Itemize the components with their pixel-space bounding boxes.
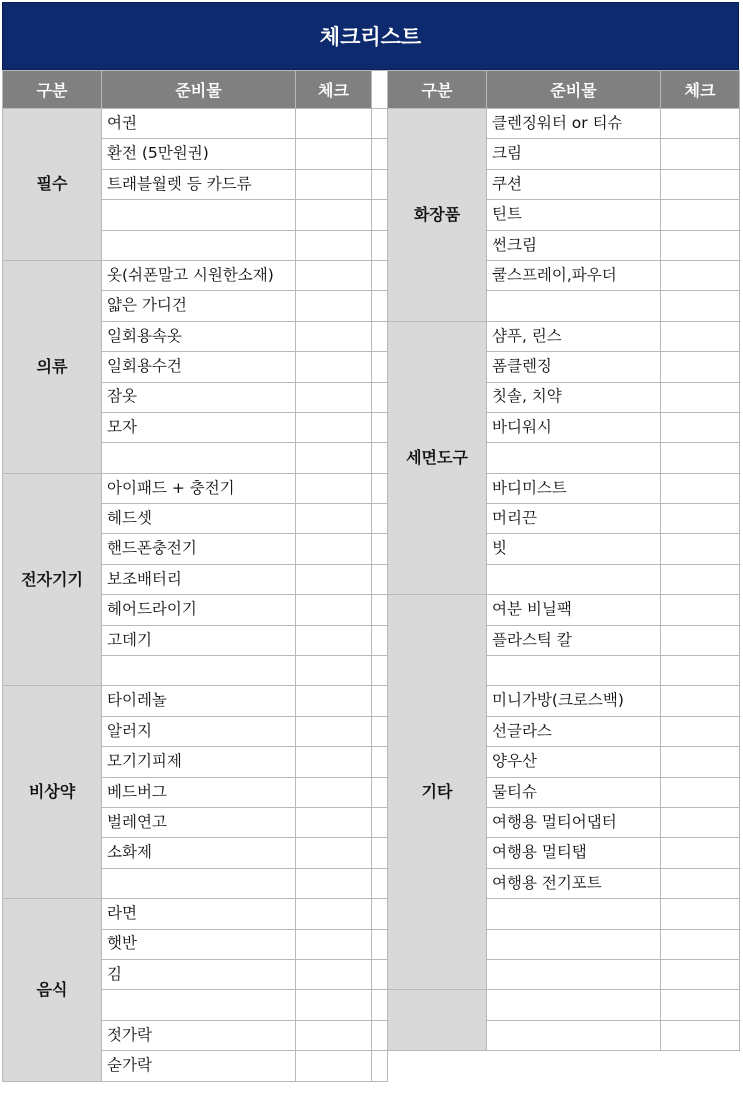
column-gap	[372, 716, 388, 746]
category-cell: 화장품	[388, 109, 487, 322]
table-row	[3, 747, 740, 777]
check-cell[interactable]	[661, 443, 740, 473]
column-gap	[372, 959, 388, 989]
item-cell: 아이패드 + 충전기	[102, 473, 296, 503]
checklist-table	[2, 70, 740, 1082]
item-cell: 양우산	[487, 747, 661, 777]
item-cell	[487, 929, 661, 959]
check-cell[interactable]	[661, 412, 740, 442]
check-cell[interactable]	[296, 504, 372, 534]
item-cell	[102, 230, 296, 260]
check-cell[interactable]	[661, 686, 740, 716]
table-row	[3, 929, 740, 959]
item-cell	[487, 291, 661, 321]
check-cell[interactable]	[296, 747, 372, 777]
column-gap	[372, 200, 388, 230]
check-cell[interactable]	[296, 838, 372, 868]
column-gap	[372, 109, 388, 139]
table-row	[3, 899, 740, 929]
check-cell[interactable]	[296, 382, 372, 412]
item-cell: 트래블월렛 등 카드류	[102, 169, 296, 199]
item-cell: 미니가방(크로스백)	[487, 686, 661, 716]
column-gap	[372, 868, 388, 898]
check-cell[interactable]	[296, 929, 372, 959]
item-cell: 썬크림	[487, 230, 661, 260]
item-cell: 베드버그	[102, 777, 296, 807]
header-check-right: 체크	[661, 71, 740, 109]
category-cell	[388, 990, 487, 1051]
item-cell: 일회용속옷	[102, 321, 296, 351]
check-cell[interactable]	[661, 1020, 740, 1050]
item-cell: 선글라스	[487, 716, 661, 746]
column-gap	[372, 747, 388, 777]
column-gap	[372, 412, 388, 442]
check-cell[interactable]	[296, 291, 372, 321]
column-gap	[372, 321, 388, 351]
check-cell[interactable]	[661, 352, 740, 382]
header-check-left: 체크	[296, 71, 372, 109]
item-cell: 여분 비닐팩	[487, 595, 661, 625]
item-cell: 잠옷	[102, 382, 296, 412]
check-cell[interactable]	[296, 260, 372, 290]
column-gap	[372, 443, 388, 473]
check-cell[interactable]	[296, 777, 372, 807]
check-cell[interactable]	[661, 504, 740, 534]
check-cell[interactable]	[661, 656, 740, 686]
table-row	[3, 473, 740, 503]
check-cell[interactable]	[661, 230, 740, 260]
column-gap	[372, 564, 388, 594]
item-cell: 물티슈	[487, 777, 661, 807]
check-cell[interactable]	[296, 868, 372, 898]
item-cell: 바디워시	[487, 412, 661, 442]
item-cell: 핸드폰충전기	[102, 534, 296, 564]
check-cell[interactable]	[661, 200, 740, 230]
column-gap	[372, 71, 388, 109]
check-cell[interactable]	[296, 109, 372, 139]
check-cell[interactable]	[661, 169, 740, 199]
item-cell	[487, 990, 661, 1020]
column-gap	[372, 230, 388, 260]
item-cell	[102, 990, 296, 1020]
table-row	[3, 959, 740, 989]
check-cell[interactable]	[296, 534, 372, 564]
column-gap	[372, 656, 388, 686]
check-cell[interactable]	[296, 686, 372, 716]
check-cell[interactable]	[661, 564, 740, 594]
item-cell: 클렌징워터 or 티슈	[487, 109, 661, 139]
check-cell[interactable]	[296, 169, 372, 199]
item-cell: 헤드셋	[102, 504, 296, 534]
item-cell: 김	[102, 959, 296, 989]
check-cell[interactable]	[296, 1051, 372, 1081]
item-cell: 햇반	[102, 929, 296, 959]
table-row	[3, 109, 740, 139]
check-cell[interactable]	[661, 747, 740, 777]
table-row	[3, 260, 740, 290]
table-row	[3, 777, 740, 807]
column-gap	[372, 169, 388, 199]
item-cell: 젓가락	[102, 1020, 296, 1050]
column-gap	[372, 777, 388, 807]
check-cell[interactable]	[296, 352, 372, 382]
check-cell[interactable]	[296, 139, 372, 169]
check-cell[interactable]	[296, 321, 372, 351]
item-cell: 칫솔, 치약	[487, 382, 661, 412]
page-title: 체크리스트	[2, 2, 739, 70]
category-cell: 전자기기	[3, 473, 102, 686]
check-cell[interactable]	[296, 807, 372, 837]
table-row	[3, 352, 740, 382]
column-gap	[372, 1051, 388, 1081]
item-cell	[487, 899, 661, 929]
category-cell: 기타	[388, 595, 487, 990]
check-cell[interactable]	[296, 473, 372, 503]
item-cell: 고데기	[102, 625, 296, 655]
check-cell[interactable]	[296, 990, 372, 1020]
column-gap	[372, 139, 388, 169]
check-cell[interactable]	[296, 230, 372, 260]
check-cell[interactable]	[296, 412, 372, 442]
item-cell: 보조배터리	[102, 564, 296, 594]
item-cell	[487, 443, 661, 473]
check-cell[interactable]	[296, 959, 372, 989]
check-cell[interactable]	[661, 959, 740, 989]
column-gap	[372, 990, 388, 1020]
check-cell[interactable]	[661, 260, 740, 290]
column-gap	[372, 382, 388, 412]
item-cell: 틴트	[487, 200, 661, 230]
table-row	[3, 1051, 740, 1081]
table-row	[3, 807, 740, 837]
table-row	[3, 412, 740, 442]
table-row	[3, 200, 740, 230]
item-cell: 바디미스트	[487, 473, 661, 503]
item-cell: 플라스틱 칼	[487, 625, 661, 655]
item-cell: 얇은 가디건	[102, 291, 296, 321]
item-cell	[102, 656, 296, 686]
check-cell[interactable]	[661, 382, 740, 412]
column-gap	[372, 807, 388, 837]
item-cell: 타이레놀	[102, 686, 296, 716]
column-gap	[372, 291, 388, 321]
check-cell[interactable]	[661, 990, 740, 1020]
check-cell[interactable]	[296, 564, 372, 594]
table-row	[3, 504, 740, 534]
check-cell[interactable]	[661, 838, 740, 868]
table-row	[3, 625, 740, 655]
item-cell: 숟가락	[102, 1051, 296, 1081]
column-gap	[372, 595, 388, 625]
column-gap	[372, 625, 388, 655]
check-cell[interactable]	[661, 625, 740, 655]
check-cell[interactable]	[661, 899, 740, 929]
check-cell[interactable]	[296, 656, 372, 686]
check-cell[interactable]	[661, 595, 740, 625]
item-cell: 일회용수건	[102, 352, 296, 382]
item-cell: 샴푸, 린스	[487, 321, 661, 351]
table-row	[3, 139, 740, 169]
check-cell[interactable]	[661, 534, 740, 564]
item-cell	[102, 200, 296, 230]
check-cell[interactable]	[661, 109, 740, 139]
item-cell: 라면	[102, 899, 296, 929]
category-cell: 세면도구	[388, 321, 487, 595]
item-cell: 모자	[102, 412, 296, 442]
category-cell: 음식	[3, 899, 102, 1081]
category-cell: 비상약	[3, 686, 102, 899]
table-row	[3, 291, 740, 321]
column-gap	[372, 504, 388, 534]
item-cell: 소화제	[102, 838, 296, 868]
table-row	[3, 443, 740, 473]
item-cell	[102, 868, 296, 898]
table-row	[3, 321, 740, 351]
column-gap	[372, 838, 388, 868]
item-cell: 여행용 전기포트	[487, 868, 661, 898]
item-cell: 환전 (5만원권)	[102, 139, 296, 169]
item-cell: 벌레연고	[102, 807, 296, 837]
table-row	[3, 838, 740, 868]
category-cell: 필수	[3, 109, 102, 261]
item-cell: 옷(쉬폰말고 시원한소재)	[102, 260, 296, 290]
table-row	[3, 1020, 740, 1050]
check-cell[interactable]	[296, 443, 372, 473]
item-cell: 여권	[102, 109, 296, 139]
item-cell: 여행용 멀티어댑터	[487, 807, 661, 837]
check-cell[interactable]	[296, 595, 372, 625]
item-cell: 크림	[487, 139, 661, 169]
check-cell[interactable]	[661, 716, 740, 746]
table-row	[3, 230, 740, 260]
header-item-right: 준비물	[487, 71, 661, 109]
table-row	[3, 990, 740, 1020]
table-row	[3, 595, 740, 625]
item-cell: 헤어드라이기	[102, 595, 296, 625]
column-gap	[372, 260, 388, 290]
item-cell: 빗	[487, 534, 661, 564]
column-gap	[372, 929, 388, 959]
check-cell[interactable]	[661, 929, 740, 959]
check-cell[interactable]	[661, 868, 740, 898]
header-category-left: 구분	[3, 71, 102, 109]
check-cell[interactable]	[661, 473, 740, 503]
category-cell: 의류	[3, 260, 102, 473]
table-row	[3, 534, 740, 564]
table-row	[3, 686, 740, 716]
column-gap	[372, 1020, 388, 1050]
item-cell: 쿠션	[487, 169, 661, 199]
checklist-sheet	[2, 2, 739, 1082]
table-row	[3, 382, 740, 412]
item-cell: 머리끈	[487, 504, 661, 534]
column-gap	[372, 686, 388, 716]
table-row	[3, 564, 740, 594]
check-cell[interactable]	[296, 200, 372, 230]
check-cell[interactable]	[296, 899, 372, 929]
check-cell[interactable]	[296, 716, 372, 746]
column-gap	[372, 352, 388, 382]
item-cell: 모기기피제	[102, 747, 296, 777]
column-gap	[372, 899, 388, 929]
column-gap	[372, 534, 388, 564]
item-cell	[487, 564, 661, 594]
check-cell[interactable]	[661, 321, 740, 351]
item-cell: 폼클렌징	[487, 352, 661, 382]
header-item-left: 준비물	[102, 71, 296, 109]
check-cell[interactable]	[661, 807, 740, 837]
check-cell[interactable]	[661, 139, 740, 169]
header-category-right: 구분	[388, 71, 487, 109]
item-cell	[487, 959, 661, 989]
item-cell	[487, 656, 661, 686]
item-cell	[487, 1020, 661, 1050]
check-cell[interactable]	[296, 1020, 372, 1050]
header-row	[3, 71, 740, 109]
check-cell[interactable]	[661, 777, 740, 807]
item-cell	[102, 443, 296, 473]
item-cell: 여행용 멀티탭	[487, 838, 661, 868]
check-cell[interactable]	[296, 625, 372, 655]
item-cell: 쿨스프레이,파우더	[487, 260, 661, 290]
table-row	[3, 716, 740, 746]
column-gap	[372, 473, 388, 503]
table-row	[3, 868, 740, 898]
item-cell: 알러지	[102, 716, 296, 746]
table-row	[3, 169, 740, 199]
table-row	[3, 656, 740, 686]
check-cell[interactable]	[661, 291, 740, 321]
